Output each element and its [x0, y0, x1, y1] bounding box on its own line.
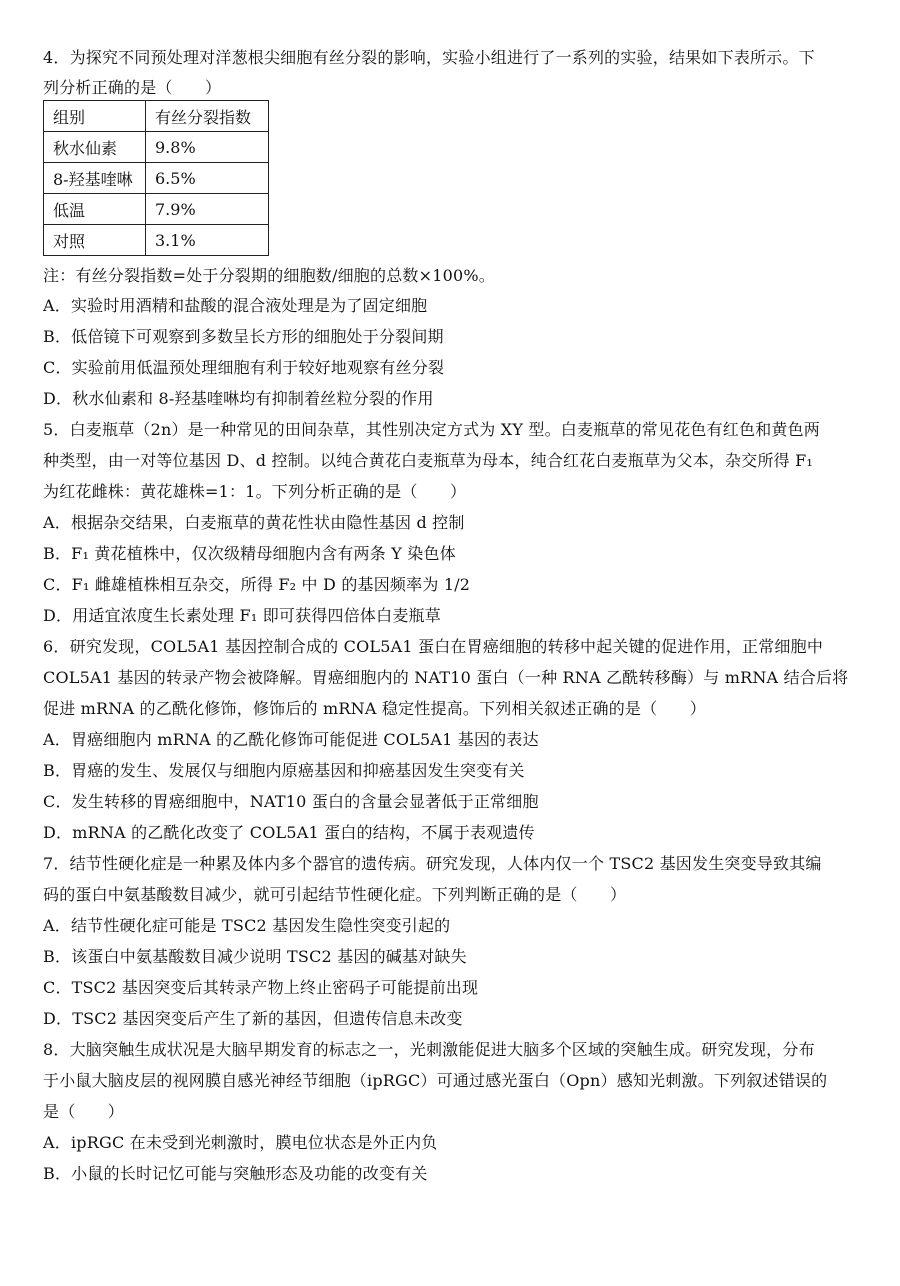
q7-option-a: A．结节性硬化症可能是 TSC2 基因发生隐性突变引起的 — [43, 916, 451, 935]
table-cell: 对照 — [44, 225, 146, 256]
q5-option-c: C．F₁ 雌雄植株相互杂交，所得 F₂ 中 D 的基因频率为 1/2 — [43, 575, 471, 594]
mitosis-index-table — [43, 100, 269, 256]
q8-stem-line-1: 8．大脑突触生成状况是大脑早期发育的标志之一，光刺激能促进大脑多个区域的突触生成。研究发现，分布 — [43, 1040, 815, 1059]
table-cell: 8-羟基喹啉 — [44, 163, 146, 194]
q6-stem-line-3: 促进 mRNA 的乙酰化修饰，修饰后的 mRNA 稳定性提高。下列相关叙述正确的是（ ） — [43, 699, 706, 718]
q8-stem-line-3: 是（ ） — [43, 1102, 125, 1121]
q4-option-a: A．实验时用酒精和盐酸的混合液处理是为了固定细胞 — [43, 296, 428, 315]
q8-option-b: B．小鼠的长时记忆可能与突触形态及功能的改变有关 — [43, 1164, 428, 1183]
q5-stem-line-2: 种类型，由一对等位基因 D、d 控制。以纯合黄花白麦瓶草为母本，纯合红花白麦瓶草为父本，杂交所得 F₁ — [43, 451, 814, 470]
q5-option-a: A．根据杂交结果，白麦瓶草的黄花性状由隐性基因 d 控制 — [43, 513, 465, 532]
q5-stem-line-3: 为红花雌株：黄花雄株=1：1。下列分析正确的是（ ） — [43, 482, 467, 501]
q8-option-a: A．ipRGC 在未受到光刺激时，膜电位状态是外正内负 — [43, 1133, 438, 1152]
q7-stem-line-1: 7．结节性硬化症是一种累及体内多个器官的遗传病。研究发现，人体内仅一个 TSC2 基因发生突变导致其编 — [43, 854, 822, 873]
q6-option-d: D．mRNA 的乙酰化改变了 COL5A1 蛋白的结构，不属于表观遗传 — [43, 823, 535, 842]
q8-stem-line-2: 于小鼠大脑皮层的视网膜自感光神经节细胞（ipRGC）可通过感光蛋白（Opn）感知光刺激。下列叙述错误的 — [43, 1071, 828, 1090]
table-cell: 7.9% — [146, 194, 269, 225]
table-header-cell: 有丝分裂指数 — [146, 101, 269, 132]
q7-option-c: C．TSC2 基因突变后其转录产物上终止密码子可能提前出现 — [43, 978, 479, 997]
table-row — [44, 194, 269, 225]
q5-option-d: D．用适宜浓度生长素处理 F₁ 即可获得四倍体白麦瓶草 — [43, 606, 441, 625]
q7-option-b: B．该蛋白中氨基酸数目减少说明 TSC2 基因的碱基对缺失 — [43, 947, 467, 966]
table-note: 注：有丝分裂指数=处于分裂期的细胞数/细胞的总数×100%。 — [43, 266, 495, 285]
table-row — [44, 163, 269, 194]
q5-option-b: B．F₁ 黄花植株中，仅次级精母细胞内含有两条 Y 染色体 — [43, 544, 456, 563]
table-cell: 3.1% — [146, 225, 269, 256]
q6-stem-line-2: COL5A1 基因的转录产物会被降解。胃癌细胞内的 NAT10 蛋白（一种 RNA 乙酰转移酶）与 mRNA 结合后将 — [43, 668, 849, 687]
table-header-row — [44, 101, 269, 132]
q6-option-b: B．胃癌的发生、发展仅与细胞内原癌基因和抑癌基因发生突变有关 — [43, 761, 525, 780]
table-row — [44, 132, 269, 163]
q4-option-d: D．秋水仙素和 8-羟基喹啉均有抑制着丝粒分裂的作用 — [43, 389, 434, 408]
q7-option-d: D．TSC2 基因突变后产生了新的基因，但遗传信息未改变 — [43, 1009, 463, 1028]
q7-stem-line-2: 码的蛋白中氨基酸数目减少，就可引起结节性硬化症。下列判断正确的是（ ） — [43, 885, 627, 904]
table-cell: 9.8% — [146, 132, 269, 163]
q4-option-c: C．实验前用低温预处理细胞有利于较好地观察有丝分裂 — [43, 358, 445, 377]
q6-option-c: C．发生转移的胃癌细胞中，NAT10 蛋白的含量会显著低于正常细胞 — [43, 792, 539, 811]
table-header-cell: 组别 — [44, 101, 146, 132]
q5-stem-line-1: 5．白麦瓶草（2n）是一种常见的田间杂草，其性别决定方式为 XY 型。白麦瓶草的常见花色有红色和黄色两 — [43, 420, 820, 439]
q4-stem-line-1: 4．为探究不同预处理对洋葱根尖细胞有丝分裂的影响，实验小组进行了一系列的实验，结果如下表所示。下 — [43, 48, 815, 67]
table-cell: 低温 — [44, 194, 146, 225]
table-cell: 6.5% — [146, 163, 269, 194]
q4-option-b: B．低倍镜下可观察到多数呈长方形的细胞处于分裂间期 — [43, 327, 444, 346]
table-row — [44, 225, 269, 256]
table-cell: 秋水仙素 — [44, 132, 146, 163]
q4-stem-line-2: 列分析正确的是（ ） — [43, 78, 222, 97]
q6-stem-line-1: 6．研究发现，COL5A1 基因控制合成的 COL5A1 蛋白在胃癌细胞的转移中起关键的促进作用，正常细胞中 — [43, 637, 824, 656]
q6-option-a: A．胃癌细胞内 mRNA 的乙酰化修饰可能促进 COL5A1 基因的表达 — [43, 730, 539, 749]
